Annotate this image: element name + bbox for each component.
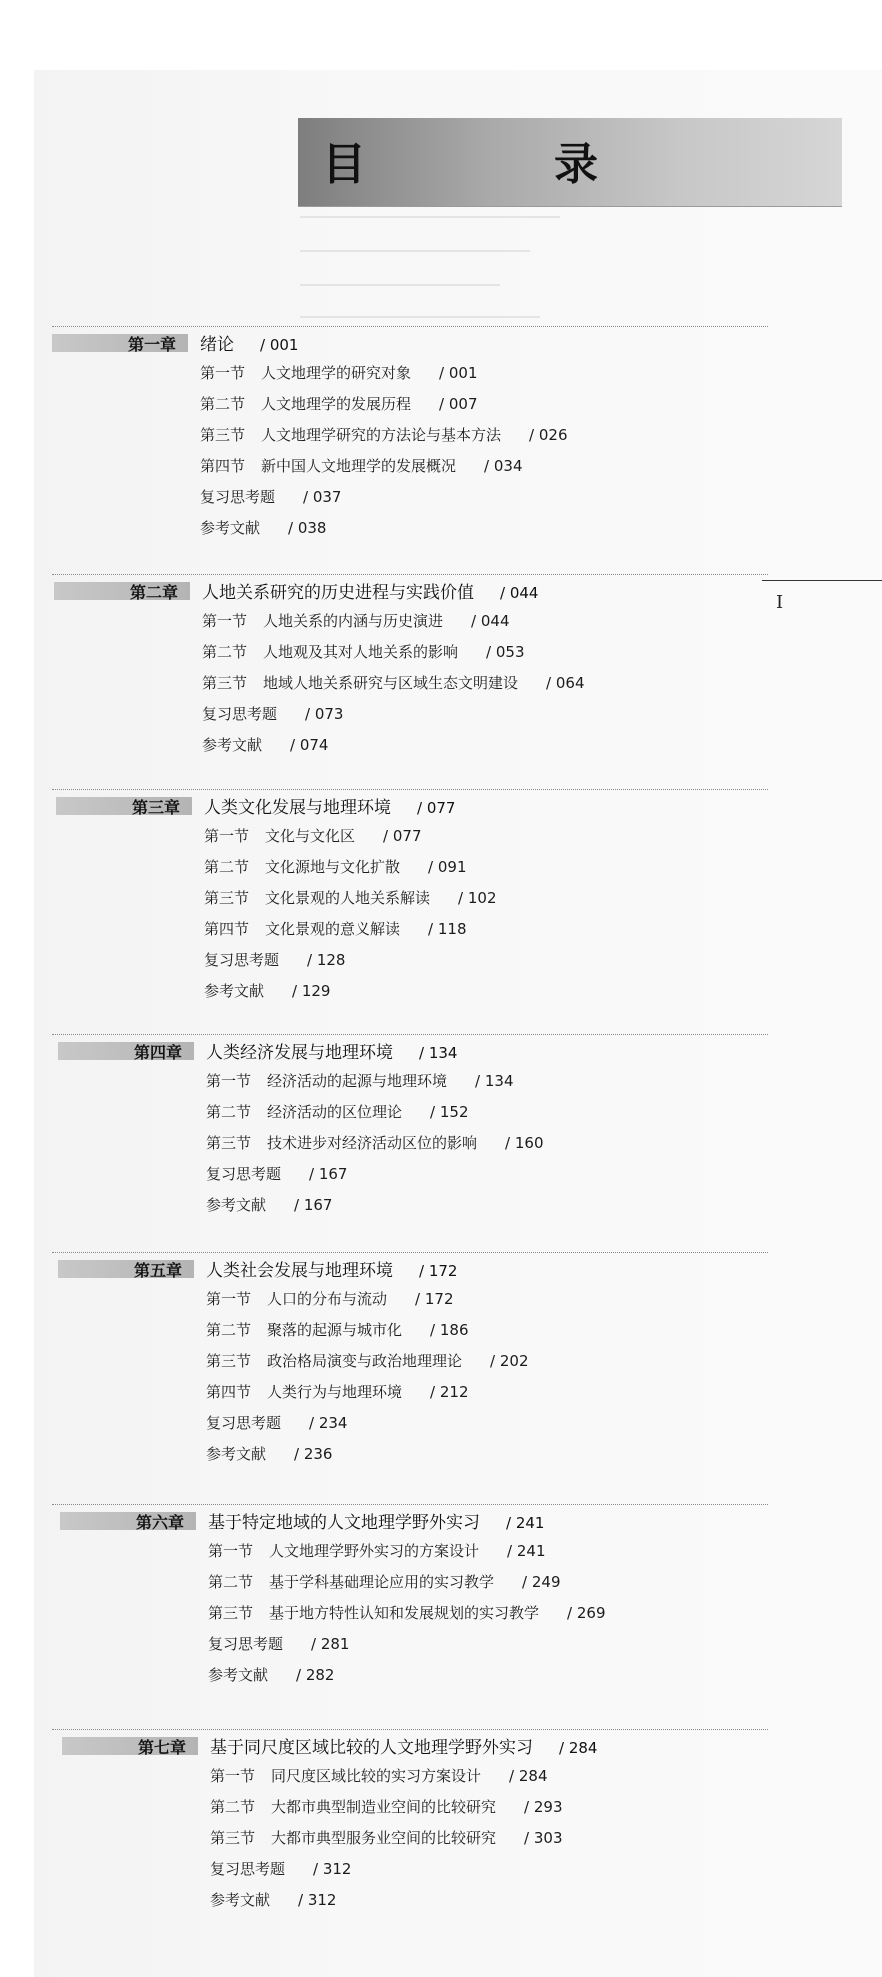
section-page: / 077 <box>383 827 422 845</box>
section-page: / 167 <box>309 1165 348 1183</box>
section-title: 基于学科基础理论应用的实习教学 <box>269 1573 495 1591</box>
page-title: 目 录 <box>322 139 670 190</box>
section-title: 人文地理学野外实习的方案设计 <box>269 1542 480 1560</box>
back-matter-entry[interactable] <box>204 980 330 1001</box>
show-through-line <box>300 284 500 286</box>
section-page: / 167 <box>294 1196 333 1214</box>
section-number: 第三节 <box>200 426 246 444</box>
section-title: 复习思考题 <box>206 1165 282 1183</box>
section-entry[interactable] <box>200 424 567 445</box>
section-number: 第四节 <box>206 1383 252 1401</box>
chapter-title: 人类经济发展与地理环境 <box>206 1043 393 1063</box>
section-page: / 284 <box>509 1767 548 1785</box>
section-title: 人地关系的内涵与历史演进 <box>263 612 444 630</box>
chapter-page: / 134 <box>419 1044 458 1062</box>
chapter-number: 第六章 <box>136 1513 185 1532</box>
chapter-divider <box>52 1729 768 1730</box>
section-page: / 312 <box>298 1891 337 1909</box>
section-page: / 091 <box>428 858 467 876</box>
chapter-title: 人类文化发展与地理环境 <box>204 798 391 818</box>
section-entry[interactable] <box>210 1765 547 1786</box>
section-page: / 202 <box>490 1352 529 1370</box>
chapter-divider <box>52 1034 768 1035</box>
section-number: 第一节 <box>210 1767 256 1785</box>
section-page: / 312 <box>313 1860 352 1878</box>
section-page: / 212 <box>430 1383 469 1401</box>
section-title: 人文地理学的研究对象 <box>261 364 412 382</box>
chapter-number: 第四章 <box>134 1043 183 1062</box>
chapter-page: / 044 <box>500 584 539 602</box>
chapter-divider <box>52 1252 768 1253</box>
section-title: 文化景观的意义解读 <box>265 920 401 938</box>
back-matter-entry[interactable] <box>208 1633 349 1654</box>
section-entry[interactable] <box>202 641 524 662</box>
section-title: 复习思考题 <box>202 705 278 723</box>
chapter-divider <box>52 789 768 790</box>
section-title: 同尺度区域比较的实习方案设计 <box>271 1767 482 1785</box>
section-page: / 007 <box>439 395 478 413</box>
section-entry[interactable] <box>200 393 477 414</box>
section-title: 新中国人文地理学的发展概况 <box>261 457 457 475</box>
section-entry[interactable] <box>204 887 496 908</box>
chapter-divider <box>52 326 768 327</box>
section-page: / 236 <box>294 1445 333 1463</box>
back-matter-entry[interactable] <box>204 949 345 970</box>
section-entry[interactable] <box>206 1070 513 1091</box>
chapter-number: 第七章 <box>138 1738 187 1757</box>
section-page: / 282 <box>296 1666 335 1684</box>
chapter-number: 第五章 <box>134 1261 183 1280</box>
section-title: 人类行为与地理环境 <box>267 1383 403 1401</box>
section-page: / 034 <box>484 457 523 475</box>
section-entry[interactable] <box>204 825 421 846</box>
section-title: 参考文献 <box>210 1891 271 1909</box>
section-entry[interactable] <box>210 1827 562 1848</box>
section-entry[interactable] <box>206 1319 468 1340</box>
section-entry[interactable] <box>204 856 466 877</box>
chapter-number: 第三章 <box>132 798 181 817</box>
section-number: 第三节 <box>202 674 248 692</box>
section-page: / 134 <box>475 1072 514 1090</box>
section-title: 参考文献 <box>202 736 263 754</box>
chapter-title: 人地关系研究的历史进程与实践价值 <box>202 583 474 603</box>
section-number: 第三节 <box>206 1134 252 1152</box>
section-number: 第二节 <box>208 1573 254 1591</box>
show-through-line <box>300 316 540 318</box>
section-page: / 160 <box>505 1134 544 1152</box>
chapter-title: 绪论 <box>200 335 234 355</box>
section-number: 第一节 <box>206 1072 252 1090</box>
section-page: / 073 <box>305 705 344 723</box>
section-title: 参考文献 <box>204 982 265 1000</box>
section-entry[interactable] <box>202 610 509 631</box>
section-entry[interactable] <box>208 1540 545 1561</box>
section-page: / 303 <box>524 1829 563 1847</box>
section-page: / 186 <box>430 1321 469 1339</box>
chapter-page: / 284 <box>559 1739 598 1757</box>
section-title: 参考文献 <box>206 1445 267 1463</box>
section-title: 经济活动的起源与地理环境 <box>267 1072 448 1090</box>
section-page: / 074 <box>290 736 329 754</box>
section-page: / 037 <box>303 488 342 506</box>
section-page: / 269 <box>567 1604 606 1622</box>
chapter-page: / 172 <box>419 1262 458 1280</box>
section-number: 第二节 <box>200 395 246 413</box>
section-entry[interactable] <box>210 1796 562 1817</box>
chapter-number: 第二章 <box>130 583 179 602</box>
chapter-number: 第一章 <box>128 335 177 354</box>
show-through-line <box>300 250 530 252</box>
section-entry[interactable] <box>204 918 466 939</box>
section-page: / 293 <box>524 1798 563 1816</box>
back-matter-entry[interactable] <box>200 486 341 507</box>
section-number: 第三节 <box>210 1829 256 1847</box>
section-entry[interactable] <box>206 1350 528 1371</box>
section-number: 第二节 <box>206 1103 252 1121</box>
section-page: / 001 <box>439 364 478 382</box>
chapter-heading[interactable] <box>202 578 538 603</box>
show-through-line <box>300 216 560 218</box>
section-number: 第二节 <box>210 1798 256 1816</box>
chapter-title: 基于特定地域的人文地理学野外实习 <box>208 1513 480 1533</box>
section-title: 参考文献 <box>206 1196 267 1214</box>
back-matter-entry[interactable] <box>202 734 328 755</box>
section-title: 参考文献 <box>200 519 261 537</box>
section-page: / 038 <box>288 519 327 537</box>
back-matter-entry[interactable] <box>206 1443 332 1464</box>
back-matter-entry[interactable] <box>202 703 343 724</box>
chapter-title: 基于同尺度区域比较的人文地理学野外实习 <box>210 1738 533 1758</box>
chapter-title: 人类社会发展与地理环境 <box>206 1261 393 1281</box>
chapter-page: / 077 <box>417 799 456 817</box>
section-page: / 044 <box>471 612 510 630</box>
section-page: / 128 <box>307 951 346 969</box>
section-title: 复习思考题 <box>200 488 276 506</box>
back-matter-entry[interactable] <box>210 1858 351 1879</box>
section-number: 第四节 <box>200 457 246 475</box>
section-title: 政治格局演变与政治地理理论 <box>267 1352 463 1370</box>
section-page: / 172 <box>415 1290 454 1308</box>
section-number: 第三节 <box>208 1604 254 1622</box>
section-title: 地域人地关系研究与区域生态文明建设 <box>263 674 519 692</box>
section-number: 第一节 <box>202 612 248 630</box>
section-title: 技术进步对经济活动区位的影响 <box>267 1134 478 1152</box>
chapter-divider <box>52 1504 768 1505</box>
section-title: 经济活动的区位理论 <box>267 1103 403 1121</box>
section-entry[interactable] <box>200 455 522 476</box>
section-number: 第三节 <box>204 889 250 907</box>
section-title: 大都市典型制造业空间的比较研究 <box>271 1798 497 1816</box>
section-title: 复习思考题 <box>206 1414 282 1432</box>
section-number: 第一节 <box>206 1290 252 1308</box>
section-number: 第一节 <box>208 1542 254 1560</box>
section-page: / 249 <box>522 1573 561 1591</box>
section-title: 聚落的起源与城市化 <box>267 1321 403 1339</box>
section-title: 大都市典型服务业空间的比较研究 <box>271 1829 497 1847</box>
chapter-heading[interactable] <box>200 330 298 355</box>
page-number: I <box>776 592 784 613</box>
section-page: / 102 <box>458 889 497 907</box>
section-entry[interactable] <box>200 362 477 383</box>
section-entry[interactable] <box>202 672 584 693</box>
chapter-divider <box>52 574 768 575</box>
section-entry[interactable] <box>206 1288 453 1309</box>
back-matter-entry[interactable] <box>206 1163 347 1184</box>
chapter-page: / 001 <box>260 336 299 354</box>
section-number: 第二节 <box>206 1321 252 1339</box>
chapter-heading[interactable] <box>204 793 455 818</box>
chapter-heading[interactable] <box>206 1256 457 1281</box>
section-title: 复习思考题 <box>204 951 280 969</box>
section-number: 第四节 <box>204 920 250 938</box>
section-title: 复习思考题 <box>208 1635 284 1653</box>
section-title: 基于地方特性认知和发展规划的实习教学 <box>269 1604 540 1622</box>
page-background <box>34 70 882 1977</box>
section-page: / 152 <box>430 1103 469 1121</box>
section-title: 文化源地与文化扩散 <box>265 858 401 876</box>
section-entry[interactable] <box>206 1101 468 1122</box>
chapter-heading[interactable] <box>206 1038 457 1063</box>
chapter-heading[interactable] <box>210 1733 597 1758</box>
back-matter-entry[interactable] <box>208 1664 334 1685</box>
section-number: 第二节 <box>202 643 248 661</box>
section-title: 复习思考题 <box>210 1860 286 1878</box>
section-entry[interactable] <box>206 1381 468 1402</box>
section-title: 人口的分布与流动 <box>267 1290 388 1308</box>
section-page: / 118 <box>428 920 467 938</box>
section-entry[interactable] <box>208 1602 605 1623</box>
section-page: / 026 <box>529 426 568 444</box>
section-number: 第一节 <box>204 827 250 845</box>
section-page: / 053 <box>486 643 525 661</box>
margin-rule <box>762 580 882 581</box>
back-matter-entry[interactable] <box>206 1412 347 1433</box>
section-title: 人文地理学研究的方法论与基本方法 <box>261 426 502 444</box>
section-page: / 241 <box>507 1542 546 1560</box>
section-page: / 064 <box>546 674 585 692</box>
section-page: / 234 <box>309 1414 348 1432</box>
section-number: 第一节 <box>200 364 246 382</box>
chapter-heading[interactable] <box>208 1508 544 1533</box>
section-title: 人文地理学的发展历程 <box>261 395 412 413</box>
back-matter-entry[interactable] <box>210 1889 336 1910</box>
section-title: 文化景观的人地关系解读 <box>265 889 431 907</box>
section-title: 文化与文化区 <box>265 827 356 845</box>
section-page: / 129 <box>292 982 331 1000</box>
chapter-page: / 241 <box>506 1514 545 1532</box>
section-entry[interactable] <box>206 1132 543 1153</box>
section-entry[interactable] <box>208 1571 560 1592</box>
back-matter-entry[interactable] <box>206 1194 332 1215</box>
section-number: 第二节 <box>204 858 250 876</box>
back-matter-entry[interactable] <box>200 517 326 538</box>
section-page: / 281 <box>311 1635 350 1653</box>
section-title: 参考文献 <box>208 1666 269 1684</box>
section-number: 第三节 <box>206 1352 252 1370</box>
section-title: 人地观及其对人地关系的影响 <box>263 643 459 661</box>
